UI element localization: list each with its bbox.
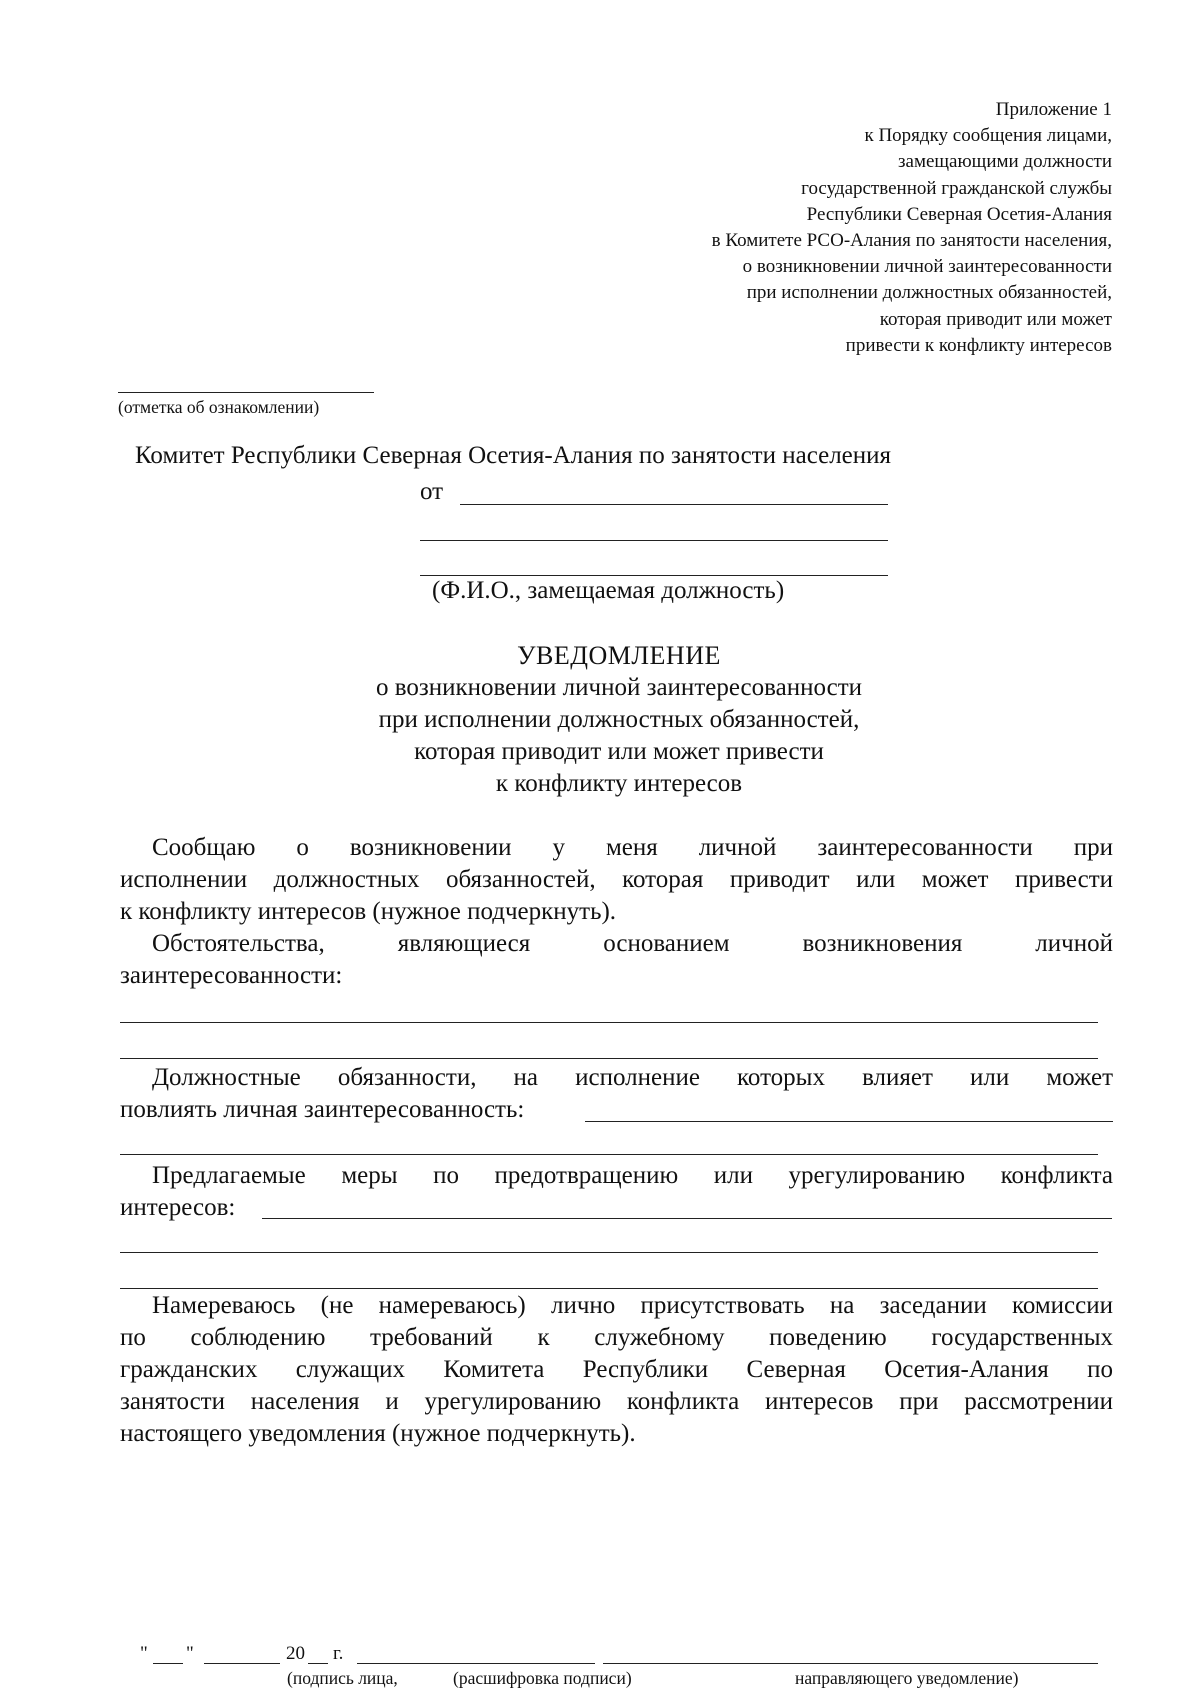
- notice-subtitle-line: которая приводит или может привести: [414, 738, 824, 765]
- text-line: заинтересованности:: [120, 962, 343, 989]
- signature-fill-line: [357, 1663, 595, 1664]
- measures-fill-line-3: [120, 1288, 1098, 1289]
- text-line: интересов:: [120, 1194, 236, 1221]
- date-row-close: [186, 1643, 194, 1665]
- text-line: Сообщаю о возникновении у меня личной заинтересованности при: [152, 834, 1113, 861]
- duties-fill-line-2: [120, 1154, 1098, 1155]
- text-line: гражданских служащих Комитета Республики Северная Осетия-Алания по: [120, 1356, 1113, 1383]
- text-line: Обстоятельства, являющиеся основанием возникновения личной: [152, 930, 1113, 957]
- appendix-reference: [552, 97, 1112, 359]
- notice-subtitle-line: к конфликту интересов: [495, 770, 743, 797]
- appendix-line: которая приводит или может: [879, 308, 1112, 330]
- appendix-line: привести к конфликту интересов: [845, 334, 1112, 356]
- from-fill-line-1: [460, 504, 888, 505]
- quote-close: ": [186, 1643, 194, 1664]
- circumstances-fill-line-2: [120, 1058, 1098, 1059]
- quote-open: ": [140, 1643, 148, 1664]
- paragraph-circumstances: [120, 928, 1113, 992]
- measures-fill-line-2: [120, 1252, 1098, 1253]
- appendix-line: к Порядку сообщения лицами,: [864, 125, 1112, 147]
- decode-fill-line: [603, 1663, 1098, 1664]
- paragraph-measures: [120, 1160, 1113, 1224]
- paragraph-report: [120, 832, 1113, 928]
- fio-label: (Ф.И.О., замещаемая должность): [432, 577, 785, 604]
- appendix-line: о возникновении личной заинтересованности: [742, 256, 1112, 278]
- appendix-line: при исполнении должностных обязанностей,: [746, 282, 1112, 304]
- ack-label: (отметка об ознакомлении): [118, 397, 320, 417]
- year-prefix: 20: [286, 1643, 305, 1664]
- from-fill-line-3: [420, 575, 888, 576]
- day-fill-line: [153, 1663, 183, 1664]
- date-row: [140, 1643, 148, 1665]
- appendix-line: государственной гражданской службы: [801, 177, 1112, 199]
- from-label: от: [420, 478, 444, 505]
- signature-label: (подпись лица,: [287, 1668, 398, 1688]
- year-fill-line: [308, 1663, 328, 1664]
- text-line: Должностные обязанности, на исполнение которых влияет или может: [152, 1064, 1113, 1091]
- measures-fill-line-1: [262, 1218, 1112, 1219]
- duties-fill-line-1: [585, 1121, 1113, 1122]
- text-line: Намереваюсь (не намереваюсь) лично присутствовать на заседании комиссии: [152, 1292, 1113, 1319]
- text-line: к конфликту интересов (нужное подчеркнуть).: [120, 898, 617, 925]
- month-fill-line: [204, 1663, 280, 1664]
- from-fill-line-2: [420, 540, 888, 541]
- appendix-line: в Комитете РСО-Алания по занятости населения,: [711, 230, 1112, 252]
- sender-label: направляющего уведомление): [795, 1668, 1019, 1688]
- notice-title-block: [0, 640, 1200, 800]
- text-line: повлиять личная заинтересованность:: [120, 1096, 525, 1123]
- committee-name: Комитет Республики Северная Осетия-Алания по занятости населения: [135, 442, 892, 469]
- text-line: настоящего уведомления (нужное подчеркнуть).: [120, 1420, 636, 1447]
- appendix-line: Республики Северная Осетия-Алания: [806, 203, 1112, 225]
- notice-subtitle-line: о возникновении личной заинтересованности: [375, 674, 863, 701]
- year-suffix: г.: [333, 1643, 344, 1664]
- paragraph-commission: [120, 1290, 1113, 1450]
- appendix-line: замещающими должности: [898, 151, 1112, 173]
- notice-subtitle-line: при исполнении должностных обязанностей,: [378, 706, 860, 733]
- decode-label: (расшифровка подписи): [453, 1668, 632, 1688]
- text-line: исполнении должностных обязанностей, которая приводит или может привести: [120, 866, 1113, 893]
- ack-fill-line: [118, 392, 374, 393]
- text-line: Предлагаемые меры по предотвращению или урегулированию конфликта: [152, 1162, 1113, 1189]
- paragraph-duties: [120, 1062, 1113, 1126]
- circumstances-fill-line-1: [120, 1022, 1098, 1023]
- appendix-line: Приложение 1: [995, 99, 1112, 120]
- notice-title: УВЕДОМЛЕНИЕ: [517, 641, 721, 670]
- text-line: занятости населения и урегулированию конфликта интересов при рассмотрении: [120, 1388, 1113, 1415]
- text-line: по соблюдению требований к служебному поведению государственных: [120, 1324, 1113, 1351]
